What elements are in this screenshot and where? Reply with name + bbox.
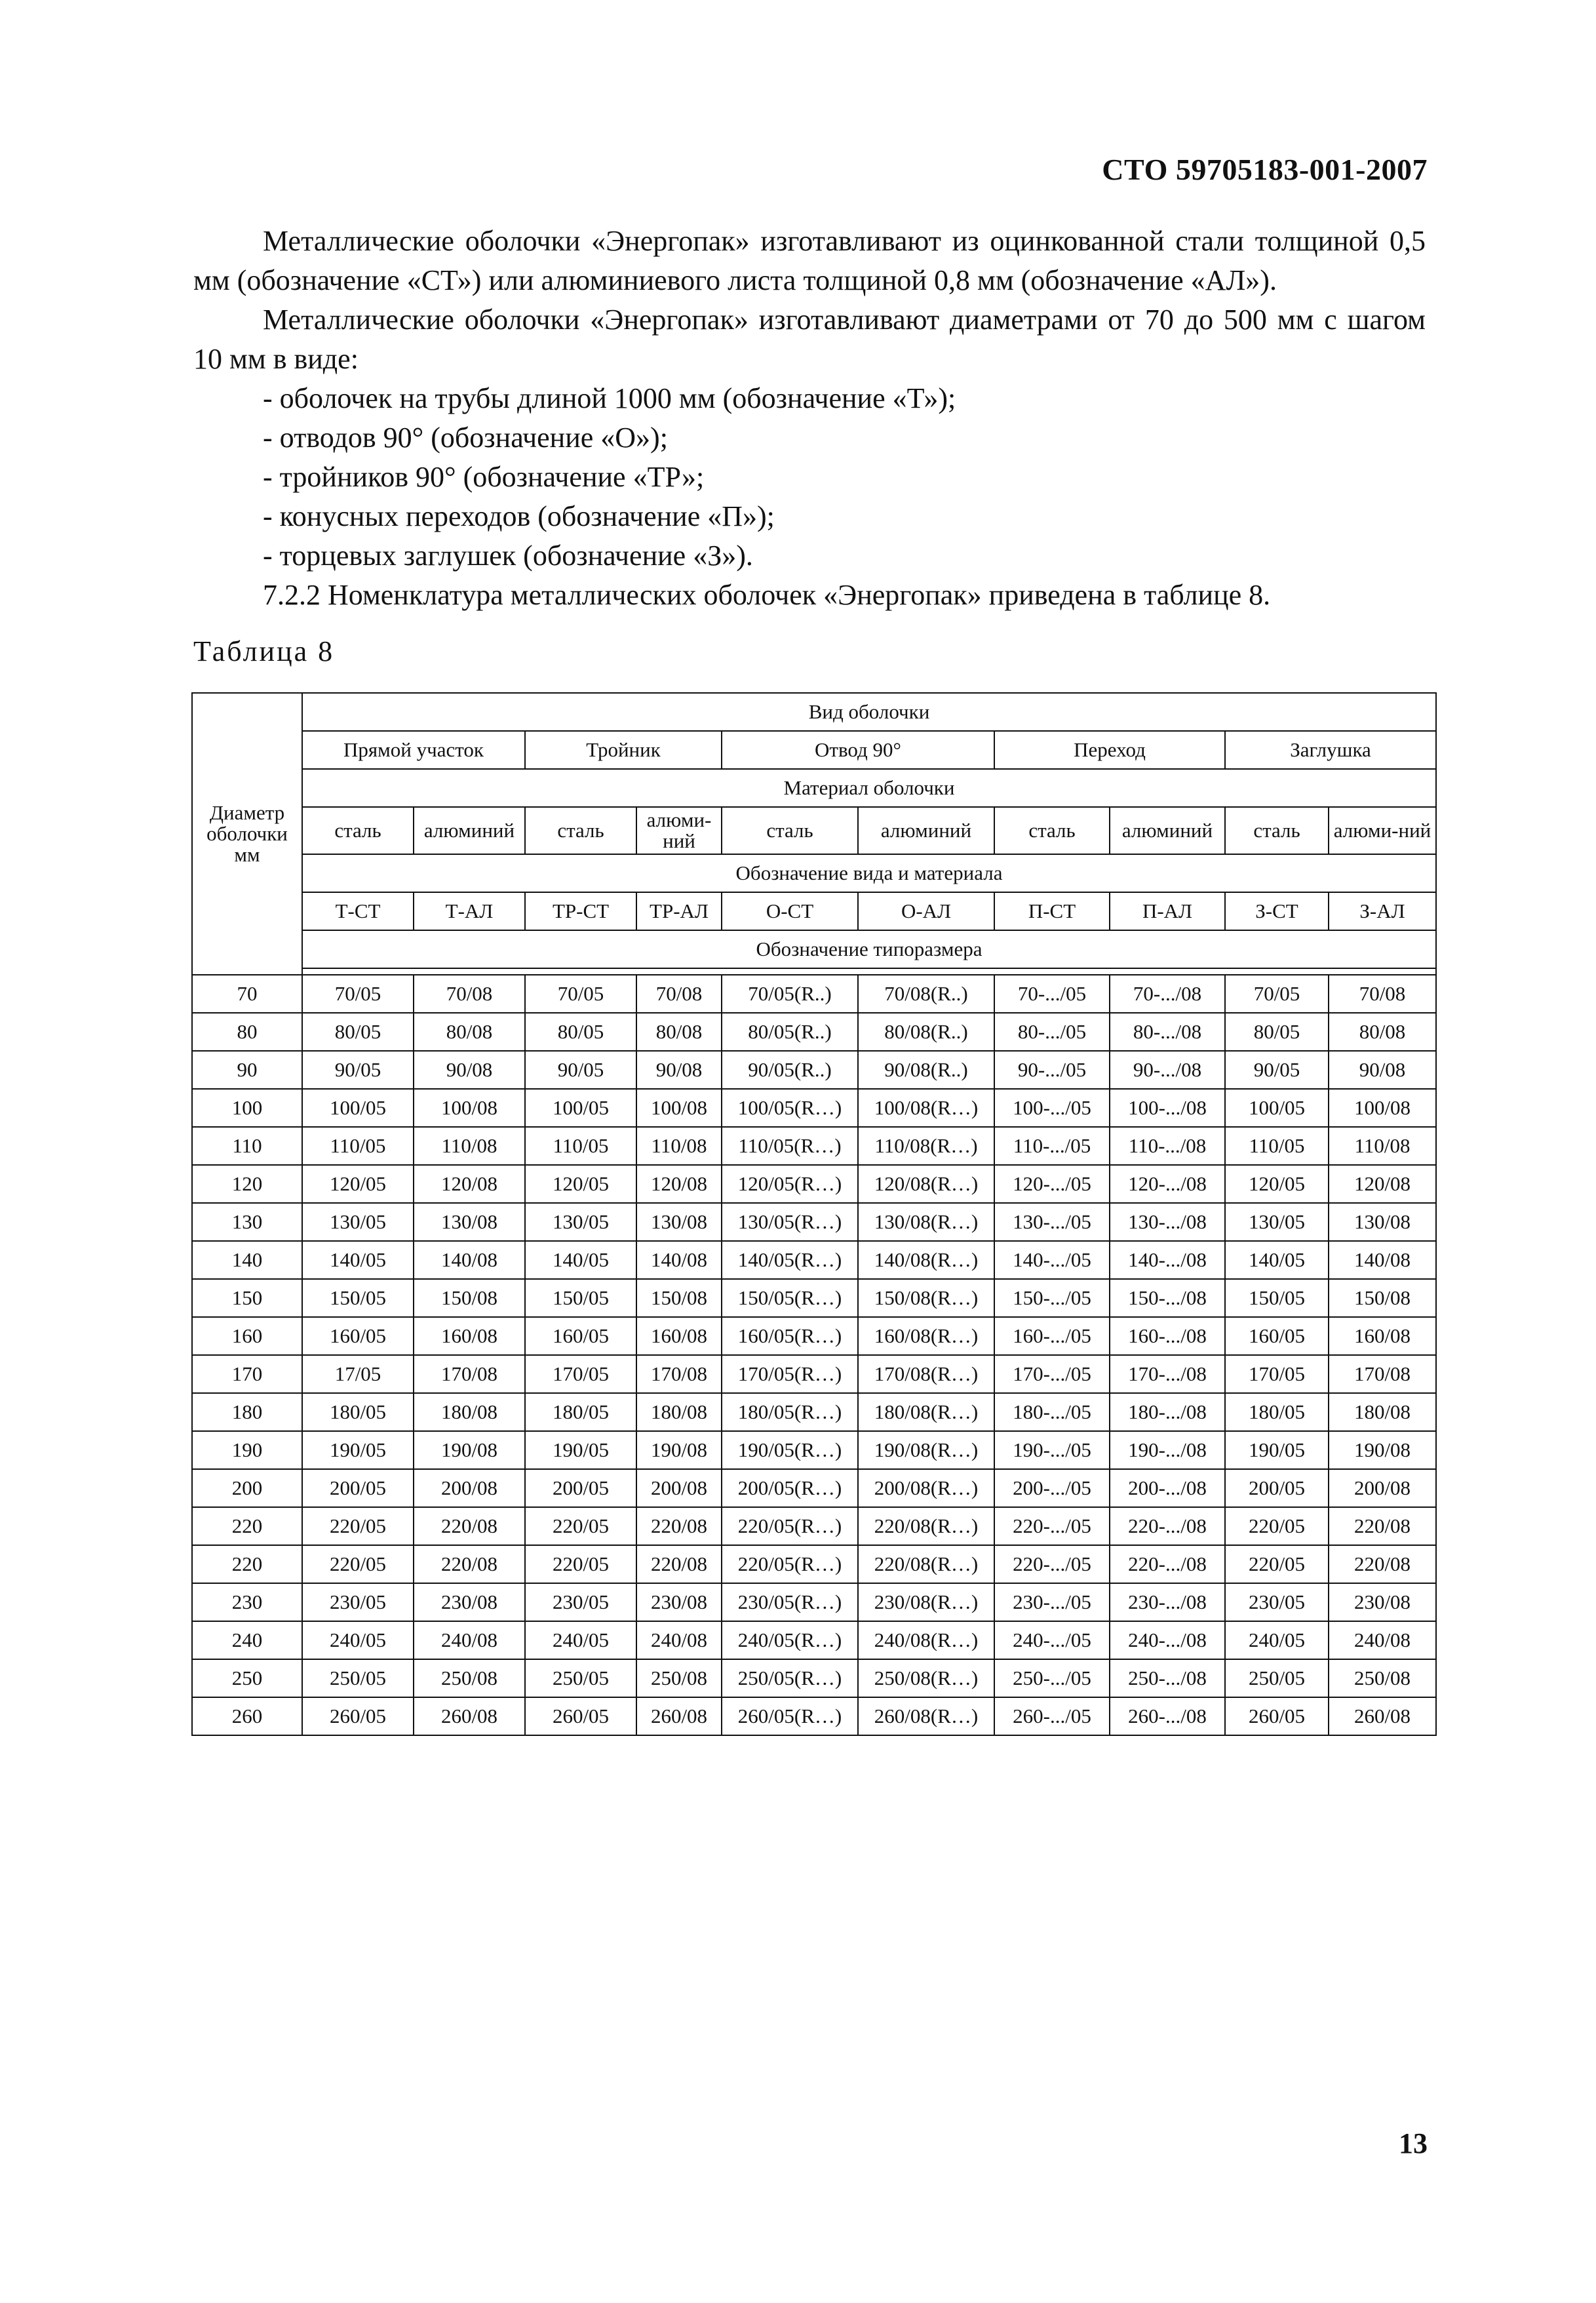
size-cell: 260/08 (636, 1697, 722, 1735)
size-cell: 220/08 (414, 1545, 525, 1583)
size-cell: 240/05 (525, 1621, 636, 1659)
size-cell: 220/05 (1225, 1507, 1329, 1545)
material-cell: алюминий (1110, 807, 1225, 854)
size-cell: 130/05(R…) (722, 1203, 858, 1241)
paragraph-material: Металлические оболочки «Энергопак» изготавливают из оцинкованной стали толщиной 0,5 мм (обозначение «СТ») или алюминиевого листа толщиной 0,8 мм (обозначение «АЛ»). (193, 225, 1426, 296)
size-cell: 190/05(R…) (722, 1431, 858, 1469)
size-cell: 90/08(R..) (858, 1051, 994, 1089)
table-row (192, 1469, 1436, 1507)
size-cell: 200-.../08 (1110, 1469, 1225, 1507)
size-cell: 240-.../08 (1110, 1621, 1225, 1659)
page-number: 13 (1399, 2127, 1428, 2159)
table-row (192, 1507, 1436, 1545)
size-cell: 130/05 (302, 1203, 414, 1241)
size-cell: 150/08 (414, 1279, 525, 1317)
size-cell: 70/05(R..) (722, 975, 858, 1013)
diameter-cell: 200 (192, 1469, 302, 1507)
diameter-cell: 130 (192, 1203, 302, 1241)
table-row (192, 1165, 1436, 1203)
size-cell: 110/05(R…) (722, 1127, 858, 1165)
size-cell: 220/08 (1329, 1507, 1436, 1545)
size-cell: 220-.../08 (1110, 1507, 1225, 1545)
size-cell: 220/05 (302, 1545, 414, 1583)
size-cell: 150/08(R…) (858, 1279, 994, 1317)
size-cell: 130-.../05 (994, 1203, 1110, 1241)
list-item: - конусных переходов (обозначение «П»); (263, 500, 775, 532)
size-cell: 100/05 (525, 1089, 636, 1127)
size-cell: 250/08 (414, 1659, 525, 1697)
size-cell: 100/05(R…) (722, 1089, 858, 1127)
table-row (192, 1659, 1436, 1697)
document-code: СТО 59705183-001-2007 (1102, 153, 1428, 186)
size-cell: 110/05 (1225, 1127, 1329, 1165)
size-cell: 110/08 (636, 1127, 722, 1165)
size-cell: 170/08 (636, 1355, 722, 1393)
size-cell: 250/05 (1225, 1659, 1329, 1697)
size-cell: 230/05(R…) (722, 1583, 858, 1621)
size-cell: 230/08 (414, 1583, 525, 1621)
size-cell: 90/05 (302, 1051, 414, 1089)
size-cell: 100/05 (302, 1089, 414, 1127)
size-cell: 190/05 (1225, 1431, 1329, 1469)
size-cell: 70/05 (302, 975, 414, 1013)
size-cell: 250/05(R…) (722, 1659, 858, 1697)
size-cell: 100-.../08 (1110, 1089, 1225, 1127)
size-cell: 220/05(R…) (722, 1545, 858, 1583)
size-cell: 120/05(R…) (722, 1165, 858, 1203)
size-cell: 70/05 (1225, 975, 1329, 1013)
size-cell: 90/08 (1329, 1051, 1436, 1089)
size-cell: 220-.../05 (994, 1507, 1110, 1545)
size-cell: 160/05 (525, 1317, 636, 1355)
table-body (192, 975, 1436, 1735)
size-cell: 220/08(R…) (858, 1507, 994, 1545)
size-cell: 230/05 (525, 1583, 636, 1621)
size-cell: 150-.../05 (994, 1279, 1110, 1317)
size-cell: 90/05(R..) (722, 1051, 858, 1089)
size-cell: 230-.../05 (994, 1583, 1110, 1621)
size-cell: 160-.../08 (1110, 1317, 1225, 1355)
table-row (192, 1127, 1436, 1165)
size-cell: 70/08 (636, 975, 722, 1013)
size-cell: 160/08(R…) (858, 1317, 994, 1355)
table-caption: Таблица 8 (193, 635, 335, 667)
header-kind-elbow: Отвод 90° (722, 731, 994, 769)
size-cell: 130/05 (525, 1203, 636, 1241)
size-cell: 120/05 (525, 1165, 636, 1203)
header-kind-reducer: Переход (994, 731, 1225, 769)
size-cell: 160/08 (1329, 1317, 1436, 1355)
size-cell: 190/08 (414, 1431, 525, 1469)
size-cell: 170/08 (414, 1355, 525, 1393)
size-cell: 250-.../08 (1110, 1659, 1225, 1697)
diameter-cell: 140 (192, 1241, 302, 1279)
table-row (192, 1583, 1436, 1621)
list-item: - торцевых заглушек (обозначение «З»). (263, 540, 753, 572)
size-cell: 150/08 (1329, 1279, 1436, 1317)
size-cell: 140/05 (1225, 1241, 1329, 1279)
size-cell: 120/05 (1225, 1165, 1329, 1203)
size-cell: 260/08 (414, 1697, 525, 1735)
table-row (192, 975, 1436, 1013)
size-cell: 150/05 (1225, 1279, 1329, 1317)
size-cell: 120-.../05 (994, 1165, 1110, 1203)
size-cell: 90-.../08 (1110, 1051, 1225, 1089)
diameter-cell: 190 (192, 1431, 302, 1469)
table-row (192, 1697, 1436, 1735)
material-cell: сталь (722, 807, 858, 854)
material-cell: сталь (525, 807, 636, 854)
size-cell: 170/05(R…) (722, 1355, 858, 1393)
size-cell: 130/08 (414, 1203, 525, 1241)
size-cell: 200/08(R…) (858, 1469, 994, 1507)
size-cell: 120/08(R…) (858, 1165, 994, 1203)
size-cell: 240-.../05 (994, 1621, 1110, 1659)
size-cell: 170/05 (1225, 1355, 1329, 1393)
size-cell: 260/05 (1225, 1697, 1329, 1735)
size-cell: 140/05 (302, 1241, 414, 1279)
size-cell: 120/08 (1329, 1165, 1436, 1203)
nomenclature-table (191, 692, 1437, 1736)
size-cell: 220/08 (414, 1507, 525, 1545)
size-cell: 100/08(R…) (858, 1089, 994, 1127)
size-cell: 100/05 (1225, 1089, 1329, 1127)
size-cell: 140-.../08 (1110, 1241, 1225, 1279)
size-cell: 180-.../05 (994, 1393, 1110, 1431)
size-cell: 240/08 (414, 1621, 525, 1659)
size-cell: 220/05 (302, 1507, 414, 1545)
list-item: - оболочек на трубы длиной 1000 мм (обозначение «Т»); (263, 382, 956, 414)
size-cell: 100/08 (1329, 1089, 1436, 1127)
size-cell: 170-.../05 (994, 1355, 1110, 1393)
material-row (192, 807, 1436, 854)
size-cell: 80/05(R..) (722, 1013, 858, 1051)
size-cell: 200/08 (414, 1469, 525, 1507)
size-cell: 120/05 (302, 1165, 414, 1203)
size-cell: 80/08 (414, 1013, 525, 1051)
designation-cell: Т-АЛ (414, 892, 525, 930)
list-item: - отводов 90° (обозначение «О»); (263, 422, 668, 454)
size-cell: 250/08(R…) (858, 1659, 994, 1697)
designation-cell: ТР-СТ (525, 892, 636, 930)
size-cell: 230/08 (1329, 1583, 1436, 1621)
header-kind-cap: Заглушка (1225, 731, 1436, 769)
size-cell: 200/05 (1225, 1469, 1329, 1507)
size-cell: 120/08 (414, 1165, 525, 1203)
size-cell: 170/05 (525, 1355, 636, 1393)
size-cell: 140/05(R…) (722, 1241, 858, 1279)
size-cell: 220/08 (636, 1507, 722, 1545)
size-cell: 200/08 (636, 1469, 722, 1507)
size-cell: 190-.../08 (1110, 1431, 1225, 1469)
size-cell: 260/08 (1329, 1697, 1436, 1735)
size-cell: 110/05 (525, 1127, 636, 1165)
size-cell: 170/08(R…) (858, 1355, 994, 1393)
size-cell: 180/05 (302, 1393, 414, 1431)
size-cell: 120-.../08 (1110, 1165, 1225, 1203)
size-cell: 70-.../05 (994, 975, 1110, 1013)
designation-cell: Т-СТ (302, 892, 414, 930)
table-row (192, 1355, 1436, 1393)
designation-cell: О-СТ (722, 892, 858, 930)
size-cell: 200/05(R…) (722, 1469, 858, 1507)
size-cell: 17/05 (302, 1355, 414, 1393)
table-row (192, 1279, 1436, 1317)
paragraph-diameters: Металлические оболочки «Энергопак» изготавливают диаметрами от 70 до 500 мм с шагом 10 мм в виде: (193, 304, 1426, 375)
size-cell: 90/05 (525, 1051, 636, 1089)
size-cell: 150/05 (302, 1279, 414, 1317)
table-row (192, 1431, 1436, 1469)
size-cell: 90-.../05 (994, 1051, 1110, 1089)
table-row (192, 1241, 1436, 1279)
size-cell: 130/05 (1225, 1203, 1329, 1241)
table-row (192, 1203, 1436, 1241)
diameter-cell: 170 (192, 1355, 302, 1393)
header-designation: Обозначение вида и материала (302, 854, 1436, 892)
size-cell: 180/08 (1329, 1393, 1436, 1431)
size-cell: 110/08(R…) (858, 1127, 994, 1165)
size-cell: 140/05 (525, 1241, 636, 1279)
size-cell: 190/08 (636, 1431, 722, 1469)
size-cell: 220/05 (1225, 1545, 1329, 1583)
diameter-cell: 250 (192, 1659, 302, 1697)
size-cell: 130/08 (636, 1203, 722, 1241)
size-cell: 90/08 (636, 1051, 722, 1089)
diameter-cell: 180 (192, 1393, 302, 1431)
size-cell: 90/08 (414, 1051, 525, 1089)
size-cell: 130-.../08 (1110, 1203, 1225, 1241)
size-cell: 80/05 (302, 1013, 414, 1051)
size-cell: 110-.../05 (994, 1127, 1110, 1165)
size-cell: 80/08 (636, 1013, 722, 1051)
diameter-cell: 100 (192, 1089, 302, 1127)
diameter-cell: 260 (192, 1697, 302, 1735)
size-cell: 250/05 (525, 1659, 636, 1697)
size-cell: 240/05(R…) (722, 1621, 858, 1659)
size-cell: 80-.../08 (1110, 1013, 1225, 1051)
diameter-cell: 70 (192, 975, 302, 1013)
size-cell: 190/08 (1329, 1431, 1436, 1469)
table-row (192, 1013, 1436, 1051)
size-cell: 130/08(R…) (858, 1203, 994, 1241)
size-cell: 100/08 (636, 1089, 722, 1127)
size-cell: 220/05 (525, 1545, 636, 1583)
size-cell: 260/08(R…) (858, 1697, 994, 1735)
size-cell: 230-.../08 (1110, 1583, 1225, 1621)
header-kind-straight: Прямой участок (302, 731, 525, 769)
size-cell: 240/05 (302, 1621, 414, 1659)
size-cell: 160/08 (636, 1317, 722, 1355)
body-text (193, 222, 1426, 615)
size-cell: 190/08(R…) (858, 1431, 994, 1469)
size-cell: 180-.../08 (1110, 1393, 1225, 1431)
size-cell: 250/05 (302, 1659, 414, 1697)
size-cell: 260/05 (302, 1697, 414, 1735)
designation-cell: З-АЛ (1329, 892, 1436, 930)
material-cell: алюминий (414, 807, 525, 854)
diameter-cell: 150 (192, 1279, 302, 1317)
diameter-cell: 220 (192, 1545, 302, 1583)
size-cell: 250/08 (1329, 1659, 1436, 1697)
size-cell: 140/08 (636, 1241, 722, 1279)
size-cell: 190-.../05 (994, 1431, 1110, 1469)
size-cell: 200/05 (525, 1469, 636, 1507)
size-cell: 80/08 (1329, 1013, 1436, 1051)
size-cell: 80/05 (525, 1013, 636, 1051)
size-cell: 150/05(R…) (722, 1279, 858, 1317)
size-cell: 190/05 (525, 1431, 636, 1469)
size-cell: 70/05 (525, 975, 636, 1013)
size-cell: 240/08(R…) (858, 1621, 994, 1659)
size-cell: 220/08 (636, 1545, 722, 1583)
material-cell: сталь (302, 807, 414, 854)
size-cell: 230/05 (1225, 1583, 1329, 1621)
header-diameter: Диаметр оболочки мм (192, 693, 302, 975)
size-cell: 170/08 (1329, 1355, 1436, 1393)
size-cell: 230/08 (636, 1583, 722, 1621)
header-kind: Вид оболочки (302, 693, 1436, 731)
size-cell: 200-.../05 (994, 1469, 1110, 1507)
size-cell: 180/08 (414, 1393, 525, 1431)
material-cell: сталь (994, 807, 1110, 854)
designation-cell: П-АЛ (1110, 892, 1225, 930)
table-row (192, 1621, 1436, 1659)
designation-cell: ТР-АЛ (636, 892, 722, 930)
size-cell: 220/05(R…) (722, 1507, 858, 1545)
size-cell: 260/05 (525, 1697, 636, 1735)
diameter-cell: 80 (192, 1013, 302, 1051)
table-row (192, 1051, 1436, 1089)
header-separator (302, 968, 1436, 975)
material-cell: алюми-ний (636, 807, 722, 854)
size-cell: 100-.../05 (994, 1089, 1110, 1127)
size-cell: 160-.../05 (994, 1317, 1110, 1355)
size-cell: 200/08 (1329, 1469, 1436, 1507)
size-cell: 80/08(R..) (858, 1013, 994, 1051)
designation-row (192, 892, 1436, 930)
paragraph-table-reference: 7.2.2 Номенклатура металлических оболочек «Энергопак» приведена в таблице 8. (263, 579, 1271, 611)
size-cell: 130/08 (1329, 1203, 1436, 1241)
size-cell: 250-.../05 (994, 1659, 1110, 1697)
size-cell: 180/05 (1225, 1393, 1329, 1431)
size-cell: 260-.../08 (1110, 1697, 1225, 1735)
size-cell: 180/08 (636, 1393, 722, 1431)
size-cell: 220/08 (1329, 1545, 1436, 1583)
size-cell: 160/05 (1225, 1317, 1329, 1355)
designation-cell: З-СТ (1225, 892, 1329, 930)
material-cell: алюми-ний (1329, 807, 1436, 854)
size-cell: 70/08 (414, 975, 525, 1013)
table-row (192, 1545, 1436, 1583)
diameter-cell: 230 (192, 1583, 302, 1621)
size-cell: 110/08 (414, 1127, 525, 1165)
size-cell: 160/08 (414, 1317, 525, 1355)
size-cell: 180/05(R…) (722, 1393, 858, 1431)
size-cell: 150-.../08 (1110, 1279, 1225, 1317)
size-cell: 160/05(R…) (722, 1317, 858, 1355)
size-cell: 110/08 (1329, 1127, 1436, 1165)
size-cell: 70/08(R..) (858, 975, 994, 1013)
size-cell: 160/05 (302, 1317, 414, 1355)
size-cell: 70/08 (1329, 975, 1436, 1013)
diameter-cell: 120 (192, 1165, 302, 1203)
size-cell: 150/08 (636, 1279, 722, 1317)
size-cell: 140/08 (1329, 1241, 1436, 1279)
size-cell: 80-.../05 (994, 1013, 1110, 1051)
diameter-cell: 90 (192, 1051, 302, 1089)
size-cell: 220/05 (525, 1507, 636, 1545)
size-cell: 100/08 (414, 1089, 525, 1127)
header-kind-tee: Тройник (525, 731, 722, 769)
size-cell: 70-.../08 (1110, 975, 1225, 1013)
size-cell: 80/05 (1225, 1013, 1329, 1051)
diameter-cell: 240 (192, 1621, 302, 1659)
size-cell: 220-.../08 (1110, 1545, 1225, 1583)
size-cell: 240/05 (1225, 1621, 1329, 1659)
material-cell: сталь (1225, 807, 1329, 854)
size-cell: 110-.../08 (1110, 1127, 1225, 1165)
table-row (192, 1317, 1436, 1355)
table-row (192, 1089, 1436, 1127)
designation-cell: О-АЛ (858, 892, 994, 930)
size-cell: 150/05 (525, 1279, 636, 1317)
size-cell: 110/05 (302, 1127, 414, 1165)
size-cell: 200/05 (302, 1469, 414, 1507)
material-cell: алюминий (858, 807, 994, 854)
diameter-cell: 220 (192, 1507, 302, 1545)
size-cell: 180/05 (525, 1393, 636, 1431)
size-cell: 140/08(R…) (858, 1241, 994, 1279)
diameter-cell: 110 (192, 1127, 302, 1165)
size-cell: 170-.../08 (1110, 1355, 1225, 1393)
size-cell: 90/05 (1225, 1051, 1329, 1089)
size-cell: 260-.../05 (994, 1697, 1110, 1735)
size-cell: 220/08(R…) (858, 1545, 994, 1583)
size-cell: 190/05 (302, 1431, 414, 1469)
size-cell: 140/08 (414, 1241, 525, 1279)
size-cell: 260/05(R…) (722, 1697, 858, 1735)
size-cell: 140-.../05 (994, 1241, 1110, 1279)
size-cell: 230/08(R…) (858, 1583, 994, 1621)
size-cell: 230/05 (302, 1583, 414, 1621)
size-cell: 120/08 (636, 1165, 722, 1203)
designation-cell: П-СТ (994, 892, 1110, 930)
size-cell: 220-.../05 (994, 1545, 1110, 1583)
header-material: Материал оболочки (302, 769, 1436, 807)
size-cell: 250/08 (636, 1659, 722, 1697)
size-cell: 180/08(R…) (858, 1393, 994, 1431)
list-item: - тройников 90° (обозначение «ТР»; (263, 461, 705, 493)
diameter-cell: 160 (192, 1317, 302, 1355)
size-cell: 240/08 (636, 1621, 722, 1659)
table-row (192, 1393, 1436, 1431)
header-size: Обозначение типоразмера (302, 930, 1436, 968)
size-cell: 240/08 (1329, 1621, 1436, 1659)
